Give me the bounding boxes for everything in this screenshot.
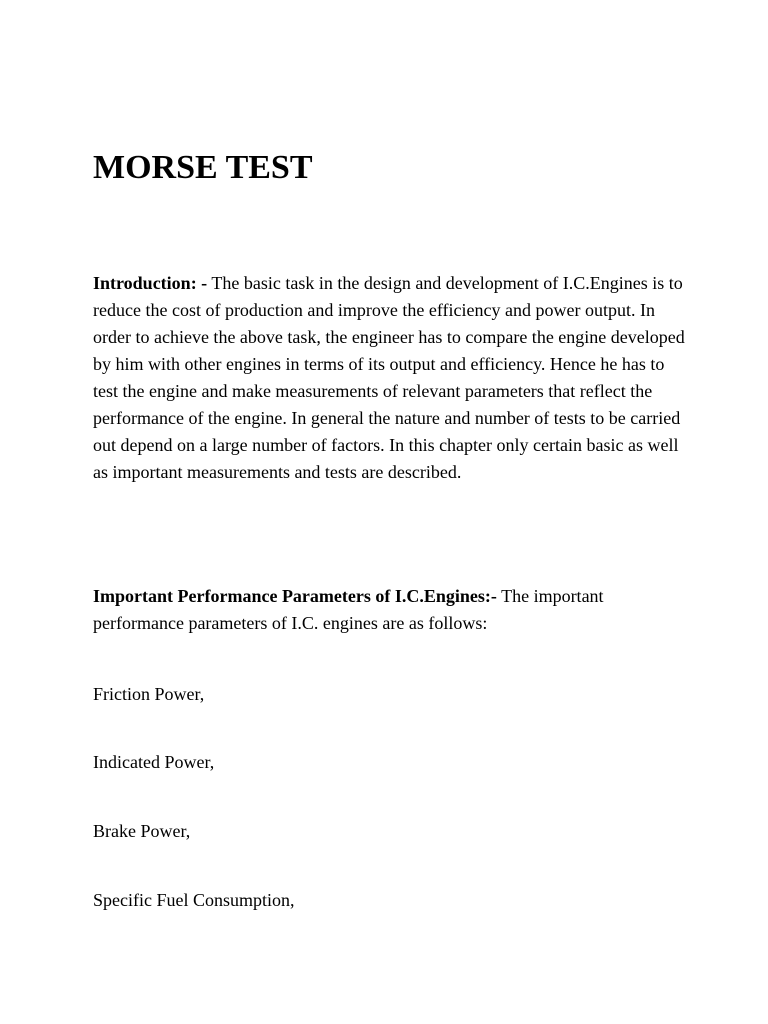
list-item-indicated-power: Indicated Power, [93,752,215,772]
parameters-paragraph [93,583,693,637]
introduction-text: The basic task in the design and development of I.C.Engines is to reduce the cost of production and improve the efficiency and power output. In order to achieve the above task, the engineer has to compare the engine developed by him with other engines in terms of its output and efficiency. Hence he has to test the engine and make measurements of relevant parameters that reflect the performance of the engine. In general the nature and number of tests to be carried out depend on a large number of factors. In this chapter only certain basic as well as important measurements and tests are described. [93,273,685,482]
page-title: MORSE TEST [93,149,313,186]
parameters-label: Important Performance Parameters of I.C.Engines:- [93,586,497,606]
introduction-paragraph [93,270,693,486]
list-item-friction-power: Friction Power, [93,684,205,704]
parameters-text: The important performance parameters of I.C. engines are as follows: [93,586,604,633]
introduction-label: Introduction: - [93,273,208,293]
list-item-brake-power: Brake Power, [93,821,191,841]
list-item-specific-fuel-consumption: Specific Fuel Consumption, [93,890,295,910]
